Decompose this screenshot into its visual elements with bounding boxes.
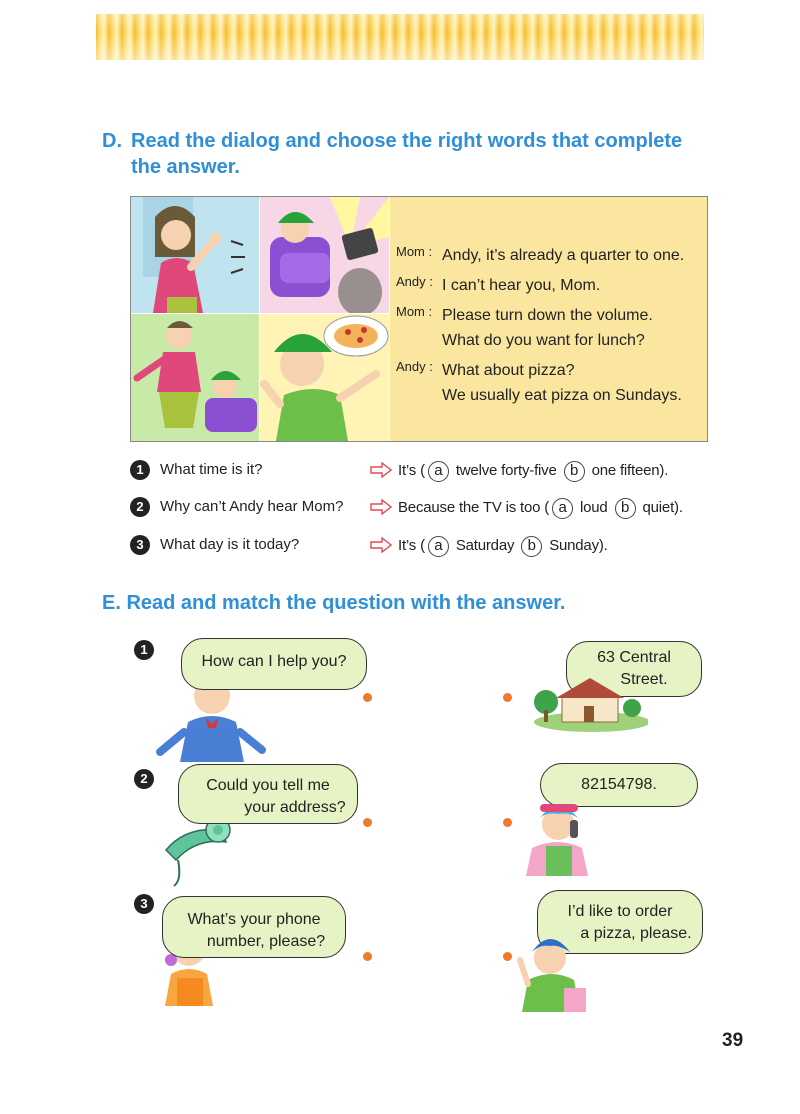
right-match-dot-1[interactable] [503,693,512,702]
bubble-text: How can I help you? [201,653,347,670]
question-number: 3 [130,535,150,555]
mom-calling-illustration [131,197,259,313]
dialog-line [396,303,653,353]
option-b-circle[interactable]: b [615,498,636,519]
section-e-heading [102,590,565,616]
section-e-heading-text: Read and match the question with the answer. [126,592,566,614]
arrow-right-icon [370,499,392,515]
dialog-comic [130,196,708,442]
girl-on-phone-illustration [518,796,588,876]
house-illustration [528,672,648,734]
dialog-text: What do you want for lunch? [442,332,645,349]
option-a-text: twelve forty-five [455,462,557,479]
option-a-circle[interactable]: a [428,536,449,557]
top-banner-shade [96,14,704,60]
answer-choices [398,536,608,557]
question-row-1 [130,460,669,482]
match-number-2: 2 [134,769,154,789]
bubble-text: Could you tell me [206,777,330,794]
bubble-text: 82154798. [581,776,657,793]
bubble-text: Street. [620,671,668,688]
match-number-3: 3 [134,894,154,914]
left-match-dot-1[interactable] [363,693,372,702]
left-match-dot-3[interactable] [363,952,372,961]
bubble-text: 63 Central [597,649,671,666]
option-b-text: Sunday). [549,537,608,554]
dialog-text: We usually eat pizza on Sundays. [442,387,682,404]
question-row-3 [130,535,608,557]
comic-panel-mom-calling [131,197,259,313]
option-b-text: quiet). [642,499,683,516]
left-match-dot-2[interactable] [363,818,372,827]
question-number: 1 [130,460,150,480]
question-bubble-2 [178,764,358,824]
comic-panel-andy-pizza [260,314,389,441]
mom-pointing-illustration [131,314,259,441]
option-a-text: Saturday [455,537,515,554]
option-a-circle[interactable]: a [552,498,573,519]
page-number: 39 [722,1030,744,1051]
bubble-text: number, please? [206,933,326,950]
right-match-dot-2[interactable] [503,818,512,827]
question-bubble-3 [162,896,346,958]
answer-choices [398,461,668,482]
section-d-letter: D. [102,130,122,152]
dialog-text: Andy, it’s already a quarter to one. [442,247,685,264]
dialog-text: What about pizza? [442,362,575,379]
answer-prefix: It’s ( [398,537,425,554]
bubble-text: I’d like to order [567,903,673,920]
dialog-line [396,243,684,268]
section-e-letter: E. [102,592,121,614]
question-row-2 [130,497,683,519]
answer-prefix: Because the TV is too ( [398,499,550,516]
arrow-right-icon [370,537,392,553]
section-d-heading-line1: Read the dialog and choose the right words that complete [131,130,683,152]
dialog-text-box [390,197,707,441]
comic-panel-mom-pointing [131,314,259,441]
answer-choices [398,498,683,519]
dialog-speaker: Andy : [396,359,433,374]
question-text: What time is it? [160,461,263,478]
arrow-right-icon [370,462,392,478]
dialog-line [396,358,682,408]
dialog-line [396,273,600,298]
option-a-circle[interactable]: a [428,461,449,482]
bubble-text: a pizza, please. [580,925,692,942]
match-number-1: 1 [134,640,154,660]
dialog-speaker: Mom : [396,244,433,259]
bubble-text: your address? [244,799,346,816]
option-b-circle[interactable]: b [521,536,542,557]
option-a-text: loud [580,499,608,516]
question-text: What day is it today? [160,536,300,553]
answer-prefix: It’s ( [398,462,425,479]
dialog-speaker: Mom : [396,304,433,319]
question-text: Why can’t Andy hear Mom? [160,498,344,515]
comic-panel-andy-tv [260,197,389,313]
section-d-heading-line2: the answer. [131,156,240,178]
right-match-dot-3[interactable] [503,952,512,961]
andy-watching-tv-illustration [260,197,389,313]
option-b-text: one fifteen). [591,462,669,479]
question-number: 2 [130,497,150,517]
section-d-heading [102,128,722,180]
question-bubble-1 [181,638,367,690]
andy-pizza-illustration [260,314,389,441]
boy-ordering-illustration [512,928,588,1012]
dialog-speaker: Andy : [396,274,433,289]
bubble-text: What’s your phone [187,911,321,928]
option-b-circle[interactable]: b [564,461,585,482]
dialog-text: I can’t hear you, Mom. [442,277,601,294]
dialog-text: Please turn down the volume. [442,307,653,324]
